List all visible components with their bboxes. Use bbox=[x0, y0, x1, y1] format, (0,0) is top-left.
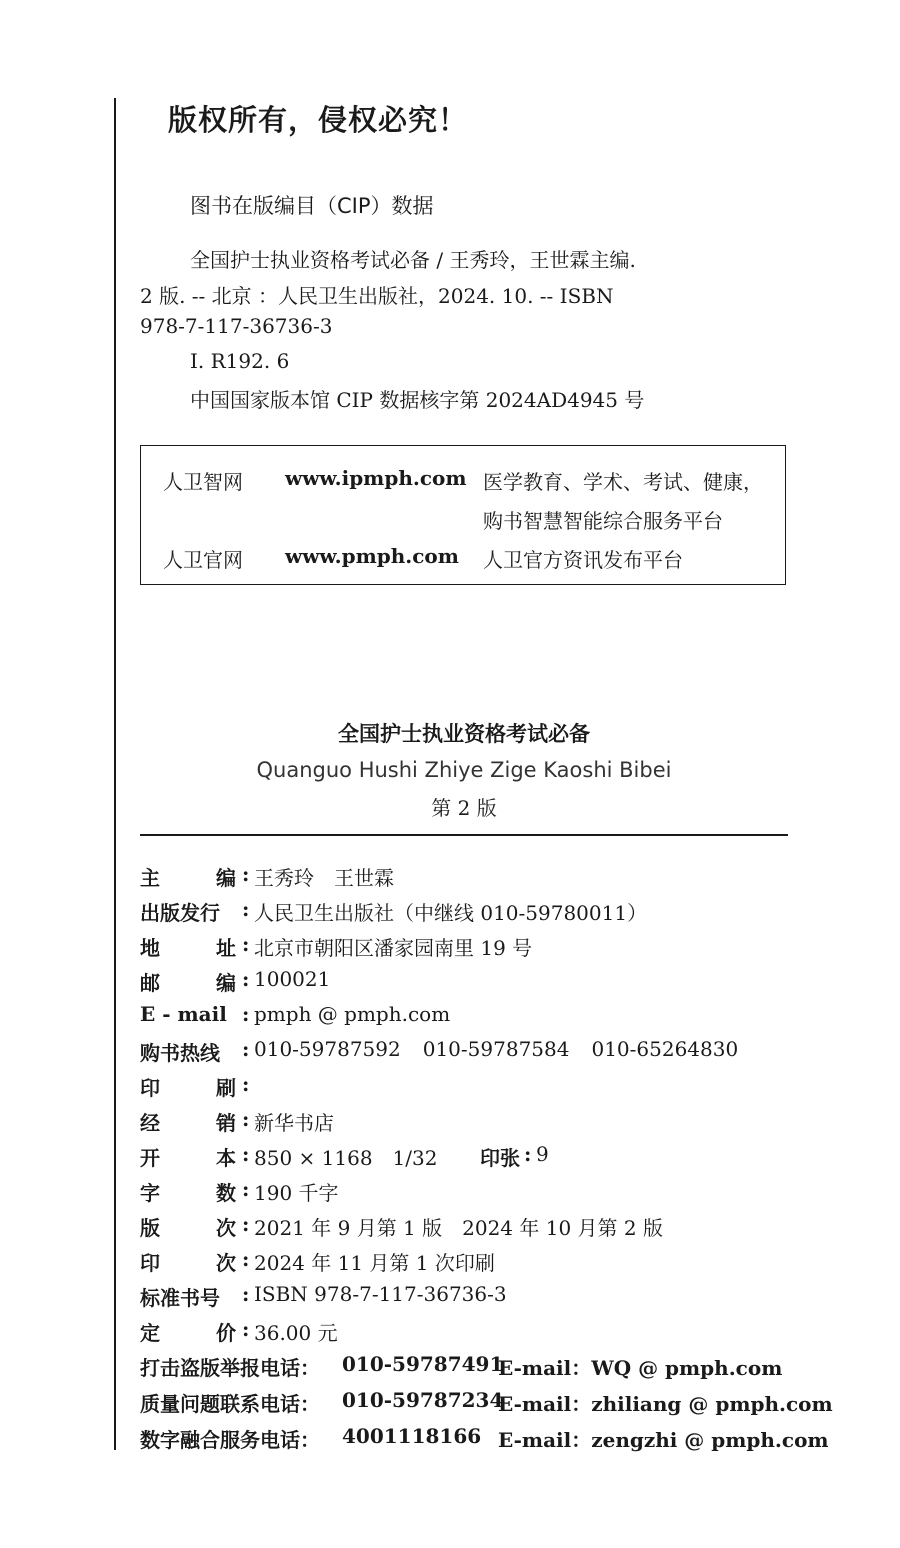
sheets-value: 9 bbox=[536, 1142, 549, 1166]
site-label-pmph: 人卫官网 bbox=[163, 548, 243, 572]
info-value: 100021 bbox=[254, 967, 331, 991]
info-value: ISBN 978-7-117-36736-3 bbox=[254, 1282, 507, 1306]
hotline-quality bbox=[140, 1388, 833, 1417]
info-key: 标准书号 bbox=[140, 1286, 220, 1310]
info-key: 版 次 bbox=[140, 1216, 236, 1240]
info-key: 主 编 bbox=[140, 866, 236, 890]
info-value: 2021 年 9 月第 1 版 2024 年 10 月第 2 版 bbox=[254, 1216, 663, 1240]
hotline-digital bbox=[140, 1424, 829, 1453]
hotline-phone: 010-59787234 bbox=[342, 1388, 504, 1412]
hotline-number: 010-59787592 bbox=[254, 1037, 401, 1061]
site-url-pmph[interactable]: www.pmph.com bbox=[285, 544, 459, 568]
site-desc-ipmph-b: 购书智慧智能综合服务平台 bbox=[483, 509, 723, 533]
info-key: 经 销 bbox=[140, 1111, 236, 1135]
hotline-email[interactable]: E-mail：zengzhi @ pmph.com bbox=[498, 1428, 829, 1452]
hotline-email[interactable]: E-mail：zhiliang @ pmph.com bbox=[498, 1392, 833, 1416]
hotline-phone: 010-59787491 bbox=[342, 1352, 504, 1376]
hotline-number: 010-65264830 bbox=[591, 1037, 739, 1061]
info-key: 印 次 bbox=[140, 1251, 236, 1275]
info-key: 开 本 bbox=[140, 1146, 236, 1170]
sheets-key: 印张 bbox=[480, 1146, 520, 1170]
info-value: 人民卫生出版社（中继线 010-59780011） bbox=[254, 901, 648, 925]
info-key: 地 址 bbox=[140, 936, 236, 960]
site-label-ipmph: 人卫智网 bbox=[163, 470, 243, 494]
cip-heading: 图书在版编目（CIP）数据 bbox=[190, 194, 434, 218]
hotline-label: 质量问题联系电话： bbox=[140, 1392, 320, 1416]
info-key: 出版发行 bbox=[140, 901, 220, 925]
hotline-label: 打击盗版举报电话： bbox=[140, 1356, 320, 1380]
copyright-notice: 版权所有，侵权必究！ bbox=[168, 103, 469, 137]
info-value: 36.00 元 bbox=[254, 1321, 338, 1345]
book-edition: 第 2 版 bbox=[431, 796, 497, 820]
info-value[interactable]: pmph @ pmph.com bbox=[254, 1002, 451, 1026]
info-value: 850 × 1168 1/32 bbox=[254, 1146, 438, 1170]
divider bbox=[140, 834, 788, 836]
info-key: 印 刷 bbox=[140, 1076, 236, 1100]
site-desc-pmph: 人卫官方资讯发布平台 bbox=[483, 548, 683, 572]
cip-line-3: 978-7-117-36736-3 bbox=[140, 314, 333, 338]
info-value: 北京市朝阳区潘家园南里 19 号 bbox=[254, 936, 533, 960]
website-box bbox=[140, 445, 786, 585]
info-value: 2024 年 11 月第 1 次印刷 bbox=[254, 1251, 495, 1275]
info-key: 购书热线 bbox=[140, 1041, 220, 1065]
cip-line-1: 全国护士执业资格考试必备 / 王秀玲，王世霖主编. bbox=[190, 248, 636, 272]
info-value: 新华书店 bbox=[254, 1111, 334, 1135]
book-title: 全国护士执业资格考试必备 bbox=[338, 722, 590, 746]
info-key: 定 价 bbox=[140, 1321, 236, 1345]
hotline-label: 数字融合服务电话： bbox=[140, 1428, 320, 1452]
margin-rule bbox=[114, 98, 116, 1450]
info-value: 王秀玲 王世霖 bbox=[254, 866, 394, 890]
site-desc-ipmph-a: 医学教育、学术、考试、健康， bbox=[483, 470, 763, 494]
hotline-email[interactable]: E-mail：WQ @ pmph.com bbox=[498, 1356, 783, 1380]
cip-line-2: 2 版. -- 北京 ：人民卫生出版社，2024. 10. -- ISBN bbox=[140, 284, 614, 308]
cip-line-4: Ⅰ. R192. 6 bbox=[190, 349, 290, 373]
hotline-number: 010-59787584 bbox=[422, 1037, 570, 1061]
hotline-phone: 4001118166 bbox=[342, 1424, 482, 1448]
info-key: 字 数 bbox=[140, 1181, 236, 1205]
info-value: 190 千字 bbox=[254, 1181, 339, 1205]
cip-line-5: 中国国家版本馆 CIP 数据核字第 2024AD4945 号 bbox=[190, 388, 645, 412]
info-key: 邮 编 bbox=[140, 971, 236, 995]
hotline-piracy bbox=[140, 1352, 783, 1381]
info-key: E - mail bbox=[140, 1002, 227, 1026]
info-value bbox=[254, 1037, 760, 1061]
book-title-pinyin: Quanguo Hushi Zhiye Zige Kaoshi Bibei bbox=[256, 758, 672, 782]
site-url-ipmph[interactable]: www.ipmph.com bbox=[285, 466, 467, 490]
